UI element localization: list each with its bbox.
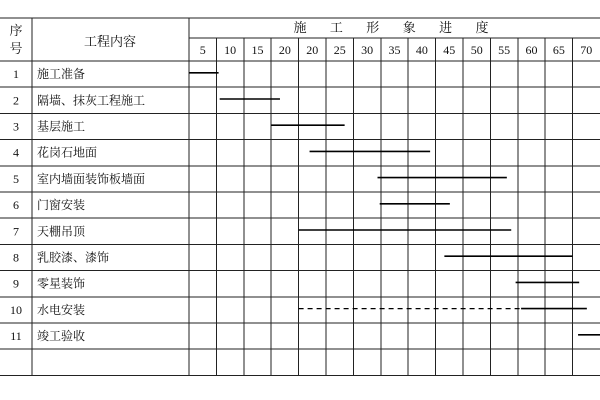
- row-number: 3: [13, 119, 19, 134]
- row-number: 6: [13, 198, 19, 213]
- row-task-label: 门窗安装: [37, 198, 86, 213]
- header-index-char-2: 号: [9, 41, 23, 56]
- row-number: 10: [10, 302, 22, 317]
- row-number: 7: [13, 224, 19, 239]
- row-number: 9: [13, 276, 19, 291]
- row-task-label: 竣工验收: [37, 329, 86, 344]
- schedule-title-char: 工: [329, 20, 343, 35]
- timeline-tick-label: 10: [224, 43, 237, 57]
- timeline-tick-label: 45: [443, 43, 456, 57]
- row-task-label: 水电安装: [37, 302, 86, 317]
- timeline-ticks: [200, 43, 593, 57]
- schedule-title-char: 进: [439, 20, 453, 35]
- row-number: 5: [13, 171, 19, 186]
- schedule-title-char: 形: [366, 20, 380, 35]
- header-task: 工程内容: [83, 34, 137, 49]
- schedule-title-char: 度: [475, 20, 489, 35]
- row-task-label: 施工准备: [37, 67, 86, 82]
- header-index-char-1: 序: [9, 23, 23, 38]
- timeline-tick-label: 35: [388, 43, 401, 57]
- table-grid: [0, 18, 600, 375]
- row-number: 4: [13, 145, 19, 160]
- row-number: 2: [13, 93, 19, 108]
- timeline-tick-label: 40: [415, 43, 428, 57]
- row-task-label: 乳胶漆、漆饰: [37, 250, 110, 265]
- row-task-label: 天棚吊顶: [37, 224, 86, 239]
- timeline-tick-label: 30: [361, 43, 374, 57]
- schedule-title-char: 施: [293, 20, 307, 35]
- row-task-label: 隔墙、抹灰工程施工: [37, 93, 146, 108]
- timeline-tick-label: 15: [251, 43, 264, 57]
- timeline-tick-label: 5: [199, 43, 206, 57]
- row-task-label: 花岗石地面: [37, 145, 98, 160]
- timeline-tick-label: 25: [333, 43, 346, 57]
- timeline-tick-label: 20: [306, 43, 319, 57]
- timeline-tick-label: 60: [525, 43, 538, 57]
- row-task-label: 基层施工: [37, 119, 86, 134]
- timeline-tick-label: 70: [580, 43, 593, 57]
- row-number: 1: [13, 67, 19, 82]
- row-task-label: 零星装饰: [37, 276, 86, 291]
- table-header: [9, 23, 136, 56]
- timeline-tick-label: 50: [470, 43, 483, 57]
- schedule-title: [293, 20, 488, 35]
- table-rows: [10, 66, 145, 343]
- timeline-tick-label: 20: [278, 43, 291, 57]
- row-task-label: 室内墙面装饰板墙面: [37, 171, 146, 186]
- timeline-tick-label: 65: [552, 43, 565, 57]
- schedule-title-char: 象: [402, 20, 416, 35]
- row-number: 8: [13, 250, 19, 265]
- timeline-tick-label: 55: [498, 43, 511, 57]
- row-number: 11: [10, 329, 22, 344]
- schedule-bars: [189, 73, 600, 335]
